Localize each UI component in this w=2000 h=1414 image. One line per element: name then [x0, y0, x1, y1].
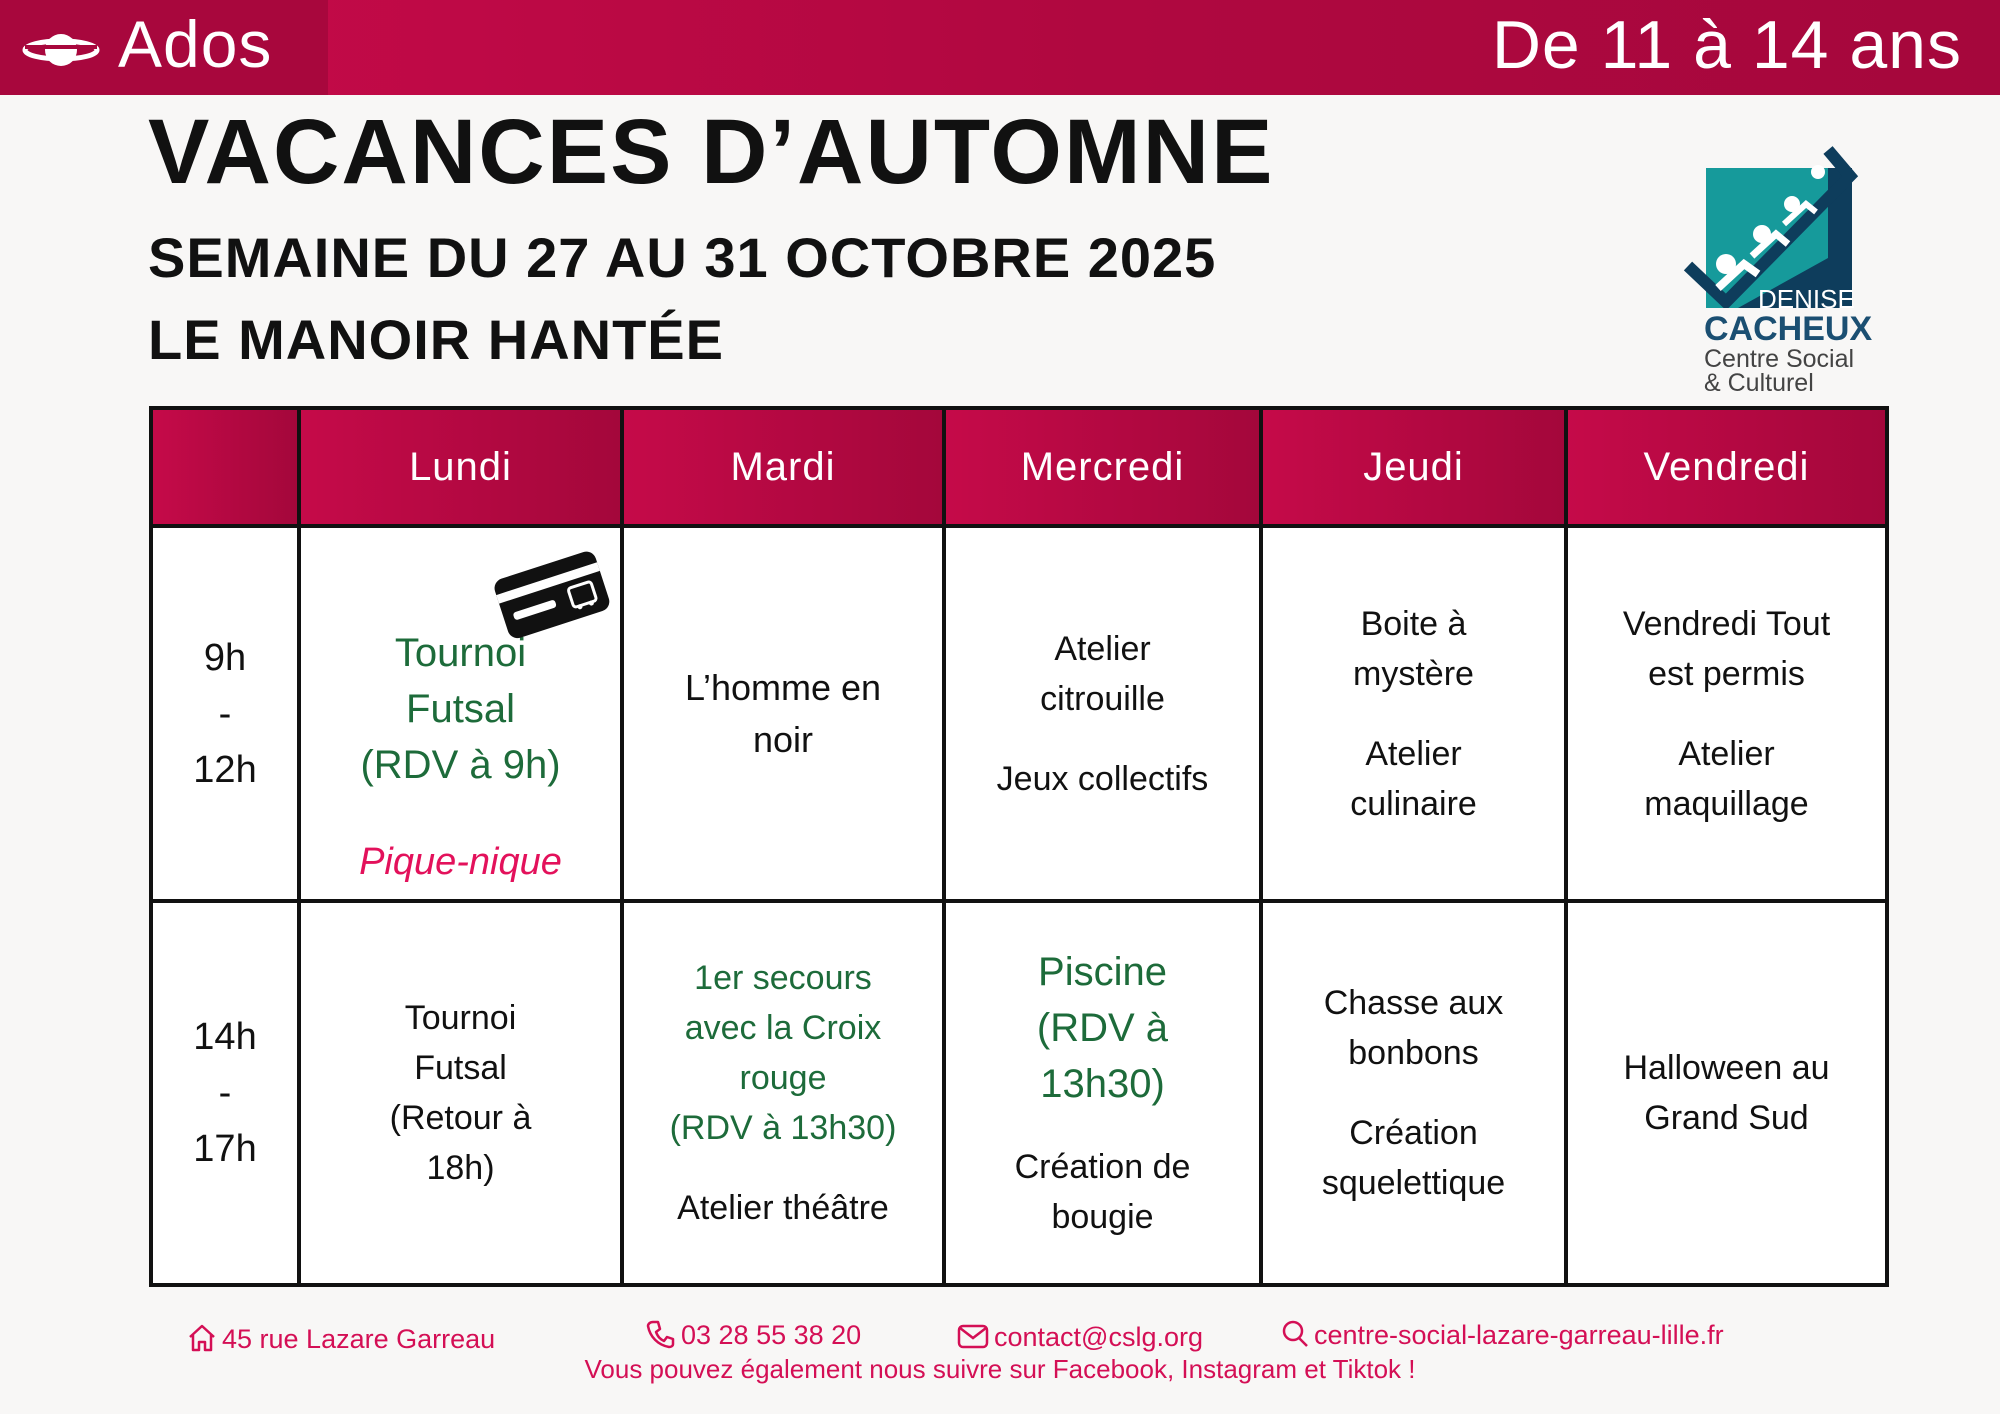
- activity-line: Halloween au: [1623, 1049, 1830, 1087]
- email-text: contact@cslg.org: [994, 1322, 1203, 1352]
- activity-line: bonbons: [1348, 1034, 1479, 1072]
- activity-line: L’homme en: [684, 666, 882, 708]
- age-range: De 11 à 14 ans: [1491, 7, 1962, 83]
- activity-cell: [299, 526, 622, 901]
- logo-text-1: DENISE: [1758, 284, 1855, 314]
- activity-line: Futsal: [406, 686, 515, 731]
- afternoon-row: [151, 901, 1887, 1285]
- activity-line: Vendredi Tout: [1622, 604, 1831, 643]
- time-end: 12h: [193, 748, 257, 791]
- logo-text-2: CACHEUX: [1704, 310, 1873, 348]
- schedule-table: [149, 406, 1889, 1287]
- logo-mark: [1678, 138, 1868, 308]
- activity-line: (RDV à 13h30): [669, 1109, 897, 1147]
- activity-line: citrouille: [1040, 679, 1165, 718]
- activity-line: (RDV à: [1036, 1006, 1169, 1050]
- planet-icon: [22, 28, 100, 72]
- day-header: Lundi: [299, 408, 622, 526]
- activity-line: Piscine: [1038, 950, 1167, 994]
- top-banner: [0, 0, 2000, 95]
- theme-subtitle: LE MANOIR HANTÉE: [148, 308, 724, 371]
- corner-cell: [151, 408, 299, 526]
- activity-cell: [622, 901, 944, 1285]
- activity-line: Atelier: [1678, 734, 1775, 773]
- activity-line: bougie: [1051, 1198, 1154, 1236]
- time-start: 9h: [203, 636, 247, 679]
- website-text: centre-social-lazare-garreau-lille.fr: [1314, 1320, 1724, 1350]
- activity-line: Tournoi: [404, 999, 517, 1037]
- morning-row: [151, 526, 1887, 901]
- search-icon: [1280, 1318, 1310, 1350]
- phone-text: 03 28 55 38 20: [681, 1320, 862, 1350]
- activity-cell: [1566, 901, 1887, 1285]
- day-header: Mardi: [622, 408, 944, 526]
- activity-line: 1er secours: [694, 959, 872, 997]
- activity-line: squelettique: [1321, 1164, 1506, 1202]
- activity-line: (RDV à 9h): [360, 742, 561, 787]
- logo-text-4: & Culturel: [1704, 369, 1814, 397]
- activity-cell: [1261, 526, 1566, 901]
- week-subtitle: SEMAINE DU 27 AU 31 OCTOBRE 2025: [148, 226, 1217, 289]
- time-sep: -: [218, 1072, 232, 1114]
- footer-social: Vous pouvez également nous suivre sur Facebook, Instagram et Tiktok !: [584, 1354, 1416, 1384]
- activity-line: rouge: [739, 1059, 827, 1097]
- activity-line: Atelier: [1365, 734, 1462, 773]
- activity-cell: [944, 526, 1261, 901]
- mail-icon: [956, 1320, 990, 1352]
- activity-line: mystère: [1353, 654, 1474, 693]
- activity-line: culinaire: [1350, 784, 1477, 823]
- address-text: 45 rue Lazare Garreau: [222, 1324, 496, 1354]
- activity-line: (Retour à: [389, 1099, 532, 1137]
- activity-line: maquillage: [1644, 784, 1809, 823]
- day-header: Vendredi: [1566, 408, 1887, 526]
- card-icon: [490, 544, 612, 640]
- activity-line: est permis: [1648, 654, 1805, 693]
- page-title: VACANCES D’AUTOMNE: [148, 101, 1275, 203]
- footer-website: [1280, 1318, 1724, 1351]
- activity-line: Tournoi: [394, 630, 527, 675]
- footer-email: [956, 1320, 1203, 1353]
- category-label: Ados: [118, 7, 273, 81]
- activity-line: Création de: [1014, 1148, 1191, 1186]
- activity-cell: [622, 526, 944, 901]
- day-header: Mercredi: [944, 408, 1261, 526]
- time-start: 14h: [193, 1016, 257, 1058]
- activity-line: Grand Sud: [1644, 1099, 1809, 1137]
- home-icon: [186, 1322, 218, 1354]
- activity-cell: [1261, 901, 1566, 1285]
- time-cell: [151, 901, 299, 1285]
- logo-text-3: Centre Social: [1704, 345, 1855, 373]
- activity-line: Création: [1349, 1114, 1478, 1152]
- footer-address: [186, 1322, 495, 1355]
- footer-phone: [645, 1318, 861, 1351]
- activity-line: Chasse aux: [1323, 984, 1504, 1022]
- time-end: 17h: [193, 1128, 257, 1170]
- header-row: [151, 408, 1887, 526]
- activity-cell: [299, 901, 622, 1285]
- activity-cell: [944, 901, 1261, 1285]
- activity-line: Atelier: [1054, 629, 1151, 668]
- activity-cell: [1566, 526, 1887, 901]
- activity-line: Jeux collectifs: [996, 759, 1209, 798]
- activity-line: 13h30): [1040, 1062, 1165, 1106]
- activity-line: noir: [752, 718, 814, 760]
- day-header: Jeudi: [1261, 408, 1566, 526]
- activity-line: 18h): [426, 1149, 495, 1187]
- logo: [1678, 138, 1873, 400]
- time-cell: [151, 526, 299, 901]
- category-box: [0, 0, 328, 95]
- phone-icon: [645, 1318, 677, 1350]
- time-sep: -: [218, 692, 232, 735]
- activity-line: Boite à: [1360, 604, 1467, 643]
- activity-line: Atelier théâtre: [677, 1189, 889, 1227]
- lunch-note: Pique-nique: [359, 841, 562, 883]
- activity-line: Futsal: [414, 1049, 507, 1087]
- activity-line: avec la Croix: [684, 1009, 882, 1047]
